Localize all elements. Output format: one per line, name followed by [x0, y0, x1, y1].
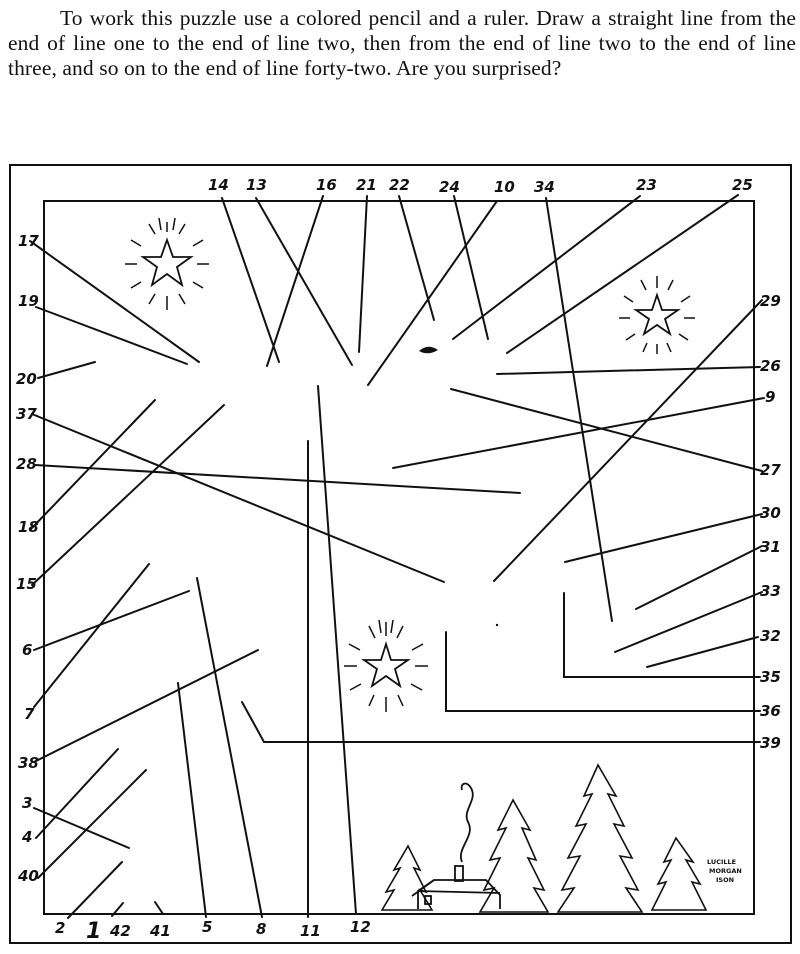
- label-35: 35: [760, 668, 781, 686]
- line-25[interactable]: [507, 195, 738, 353]
- label-27: 27: [760, 461, 781, 479]
- line-21[interactable]: [359, 196, 367, 352]
- label-21: 21: [356, 176, 377, 194]
- instructions-text: To work this puzzle use a colored pencil and a ruler. Draw a straight line from the end of line one to the end of line two, then from the end of line two to the end of line three, and so on to the end of line forty-two. Are you surprised?: [8, 6, 796, 80]
- line-19[interactable]: [36, 307, 187, 364]
- label-30: 30: [760, 504, 781, 522]
- label-5: 5: [202, 918, 213, 936]
- line-37[interactable]: [32, 414, 444, 582]
- line-26[interactable]: [497, 367, 760, 374]
- label-18: 18: [18, 518, 39, 536]
- line-28[interactable]: [35, 465, 520, 493]
- label-7: 7: [24, 705, 35, 723]
- line-36[interactable]: [446, 632, 760, 711]
- label-24: 24: [439, 178, 460, 196]
- dot-mark: [496, 624, 498, 626]
- label-16: 16: [316, 176, 337, 194]
- label-10: 10: [494, 178, 515, 196]
- label-26: 26: [760, 357, 781, 375]
- line-3[interactable]: [34, 808, 129, 848]
- line-2[interactable]: [68, 862, 122, 918]
- svg-text:MORGAN: MORGAN: [709, 867, 742, 875]
- svg-text:LUCILLE: LUCILLE: [707, 858, 737, 866]
- svg-text:ISON: ISON: [716, 876, 735, 884]
- label-14: 14: [208, 176, 229, 194]
- star-icon: [125, 218, 209, 310]
- line-20[interactable]: [38, 362, 95, 378]
- star-icon: [619, 276, 695, 354]
- line-24[interactable]: [454, 196, 488, 339]
- label-15: 15: [16, 575, 37, 593]
- label-2: 2: [55, 919, 66, 937]
- label-40: 40: [18, 867, 39, 885]
- line-5[interactable]: [178, 683, 206, 917]
- label-22: 22: [389, 176, 410, 194]
- line-17[interactable]: [30, 241, 199, 362]
- tree-icon: [558, 765, 642, 912]
- label-11: 11: [300, 922, 321, 940]
- line-23[interactable]: [453, 196, 640, 339]
- line-39[interactable]: [242, 702, 760, 742]
- label-20: 20: [16, 370, 37, 388]
- label-8: 8: [256, 920, 267, 938]
- label-34: 34: [534, 178, 555, 196]
- line-22[interactable]: [399, 196, 434, 320]
- label-9: 9: [765, 388, 776, 406]
- label-42: 42: [110, 922, 131, 940]
- line-32[interactable]: [647, 637, 758, 667]
- tree-icon: [652, 838, 706, 910]
- label-25: 25: [732, 176, 753, 194]
- tree-icon: [480, 800, 548, 912]
- label-6: 6: [22, 641, 33, 659]
- label-19: 19: [18, 292, 39, 310]
- label-12: 12: [350, 918, 371, 936]
- line-8[interactable]: [197, 578, 262, 917]
- line-7[interactable]: [34, 564, 149, 707]
- label-32: 32: [760, 627, 781, 645]
- star-icon: [344, 620, 428, 712]
- bird-mark: [419, 347, 438, 354]
- label-28: 28: [16, 455, 37, 473]
- line-30[interactable]: [565, 514, 762, 562]
- label-13: 13: [246, 176, 267, 194]
- label-3: 3: [22, 794, 33, 812]
- label-1: 1: [86, 919, 102, 944]
- label-23: 23: [636, 176, 657, 194]
- label-4: 4: [22, 828, 33, 846]
- line-4[interactable]: [36, 749, 118, 838]
- line-numbers: [16, 176, 781, 944]
- line-27[interactable]: [451, 389, 762, 471]
- label-39: 39: [760, 734, 781, 752]
- line-33[interactable]: [615, 592, 762, 652]
- signature: [707, 858, 742, 884]
- inner-frame: [44, 201, 754, 914]
- label-36: 36: [760, 702, 781, 720]
- line-16[interactable]: [267, 196, 323, 366]
- label-17: 17: [18, 232, 39, 250]
- label-41: 41: [150, 922, 171, 940]
- line-41[interactable]: [155, 902, 163, 914]
- line-40[interactable]: [38, 770, 146, 878]
- label-31: 31: [760, 538, 781, 556]
- label-29: 29: [760, 292, 781, 310]
- line-12[interactable]: [318, 386, 356, 914]
- label-37: 37: [16, 405, 37, 423]
- label-33: 33: [760, 582, 781, 600]
- line-6[interactable]: [34, 591, 189, 650]
- outer-frame: [10, 165, 791, 943]
- label-38: 38: [18, 754, 39, 772]
- line-15[interactable]: [32, 405, 224, 585]
